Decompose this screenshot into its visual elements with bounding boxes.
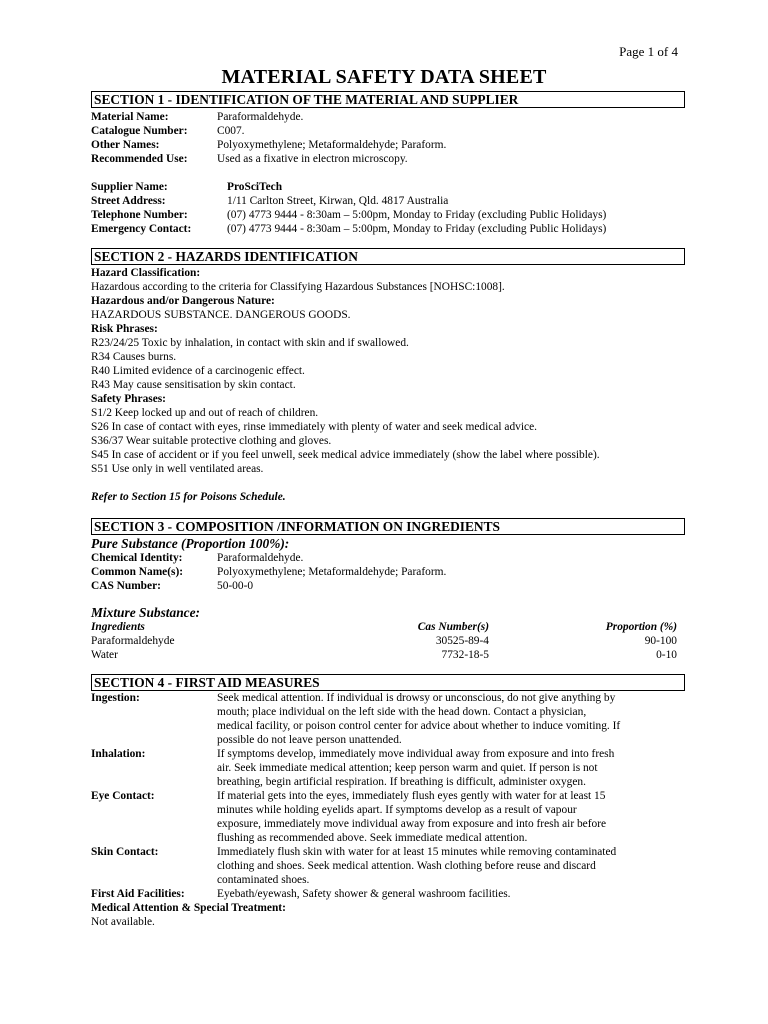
first-aid-line: exposure, immediately move individual away from exposure and into fresh air before [217, 818, 607, 830]
first-aid-line: minutes while holding eyelids apart. If symptoms develop as a result of vapour [217, 804, 577, 816]
first-aid-item [91, 887, 685, 901]
mixture-header-cas: Cas Number(s) [417, 621, 489, 633]
field-row [91, 124, 685, 138]
mixture-cell: Paraformaldehyde [91, 635, 175, 647]
risk-phrase: R43 May cause sensitisation by skin contact. [91, 379, 296, 391]
first-aid-item [91, 789, 685, 845]
mixture-table [91, 620, 685, 662]
field-row [91, 152, 685, 166]
safety-phrase: S45 In case of accident or if you feel unwell, seek medical advice immediately (show the label where possible). [91, 449, 600, 461]
field-row [91, 194, 685, 208]
field-value: Used as a fixative in electron microscopy. [217, 153, 408, 165]
first-aid-line: mouth; place individual on the left side with the head down. Contact a physician, [217, 706, 587, 718]
first-aid-line: Seek medical attention. If individual is drowsy or unconscious, do not give anything by [217, 692, 616, 704]
first-aid-item [91, 845, 685, 887]
field-value: Polyoxymethylene; Metaformaldehyde; Paraform. [217, 139, 447, 151]
field-value: Paraformaldehyde. [217, 552, 304, 564]
safety-phrase: S26 In case of contact with eyes, rinse immediately with plenty of water and seek medical advice. [91, 421, 537, 433]
pure-substance-title: Pure Substance (Proportion 100%): [91, 536, 290, 551]
field-label: Supplier Name: [91, 181, 168, 193]
first-aid-label: First Aid Facilities: [91, 888, 185, 900]
dangerous-nature-label: Hazardous and/or Dangerous Nature: [91, 295, 275, 307]
safety-phrases-label: Safety Phrases: [91, 393, 166, 405]
first-aid-line: flushing as recommended above. Seek immediate medical attention. [217, 832, 528, 844]
field-row [91, 138, 685, 152]
document-body [91, 91, 685, 929]
hazard-classification-text: Hazardous according to the criteria for Classifying Hazardous Substances [NOHSC:1008]. [91, 281, 505, 293]
field-row [91, 180, 685, 194]
page-number: Page 1 of 4 [619, 44, 678, 59]
first-aid-line: If material gets into the eyes, immediately flush eyes gently with water for at least 15 [217, 790, 606, 802]
supplier-name: ProSciTech [227, 181, 283, 193]
risk-phrase: R40 Limited evidence of a carcinogenic effect. [91, 365, 305, 377]
field-label: Chemical Identity: [91, 552, 183, 564]
field-row [91, 110, 685, 124]
mixture-substance-title: Mixture Substance: [91, 605, 201, 620]
field-label: Common Name(s): [91, 566, 184, 578]
document-title: MATERIAL SAFETY DATA SHEET [221, 66, 547, 88]
field-row [91, 565, 685, 579]
field-row [91, 551, 685, 565]
dangerous-nature-text: HAZARDOUS SUBSTANCE. DANGEROUS GOODS. [91, 309, 351, 321]
field-label: Material Name: [91, 111, 169, 123]
first-aid-label: Eye Contact: [91, 790, 155, 802]
mixture-cell: Water [91, 649, 118, 661]
section-1-heading: SECTION 1 - IDENTIFICATION OF THE MATERIAL AND SUPPLIER [91, 91, 685, 108]
first-aid-label: Ingestion: [91, 692, 140, 704]
poisons-schedule-note: Refer to Section 15 for Poisons Schedule. [91, 491, 286, 503]
first-aid-label: Skin Contact: [91, 846, 159, 858]
field-row [91, 208, 685, 222]
section-2-body [91, 266, 685, 504]
field-value: Paraformaldehyde. [217, 111, 304, 123]
field-row [91, 579, 685, 593]
field-value: 50-00-0 [217, 580, 254, 592]
mixture-cell: 30525-89-4 [435, 635, 489, 647]
safety-phrase: S1/2 Keep locked up and out of reach of children. [91, 407, 319, 419]
safety-phrase: S51 Use only in well ventilated areas. [91, 463, 264, 475]
section-3-heading: SECTION 3 - COMPOSITION /INFORMATION ON INGREDIENTS [91, 518, 685, 535]
mixture-cell: 0-10 [656, 649, 677, 661]
first-aid-line: clothing and shoes. Seek medical attention. Wash clothing before reuse and discard [217, 860, 596, 872]
field-label: Street Address: [91, 195, 166, 207]
first-aid-line: Eyebath/eyewash, Safety shower & general washroom facilities. [217, 888, 511, 900]
field-label: Recommended Use: [91, 153, 188, 165]
field-value: 1/11 Carlton Street, Kirwan, Qld. 4817 Australia [227, 195, 449, 207]
mixture-cell: 90-100 [644, 635, 677, 647]
medical-attention-text: Not available. [91, 916, 155, 928]
field-label: Emergency Contact: [91, 223, 192, 235]
risk-phrase: R34 Causes burns. [91, 351, 177, 363]
first-aid-line: Immediately flush skin with water for at least 15 minutes while removing contaminated [217, 846, 617, 858]
safety-phrase: S36/37 Wear suitable protective clothing and gloves. [91, 435, 332, 447]
first-aid-item [91, 747, 685, 789]
field-label: Telephone Number: [91, 209, 188, 221]
mixture-header-ingredients: Ingredients [91, 621, 145, 633]
risk-phrases-label: Risk Phrases: [91, 323, 158, 335]
mixture-header-proportion: Proportion (%) [605, 621, 677, 633]
field-value: (07) 4773 9444 - 8:30am – 5:00pm, Monday to Friday (excluding Public Holidays) [227, 209, 607, 221]
section-1-material [91, 110, 685, 166]
medical-attention-label: Medical Attention & Special Treatment: [91, 902, 286, 914]
section-2-heading: SECTION 2 - HAZARDS IDENTIFICATION [91, 248, 685, 265]
field-value: Polyoxymethylene; Metaformaldehyde; Paraform. [217, 566, 447, 578]
field-label: Other Names: [91, 139, 160, 151]
first-aid-line: possible do not leave person unattended. [217, 734, 402, 746]
field-value: (07) 4773 9444 - 8:30am – 5:00pm, Monday to Friday (excluding Public Holidays) [227, 223, 607, 235]
field-row [91, 222, 685, 236]
hazard-classification-label: Hazard Classification: [91, 267, 201, 279]
section-4-body [91, 691, 685, 929]
first-aid-label: Inhalation: [91, 748, 146, 760]
field-label: CAS Number: [91, 580, 161, 592]
field-value: C007. [217, 125, 245, 137]
first-aid-item [91, 691, 685, 747]
risk-phrase: R23/24/25 Toxic by inhalation, in contact with skin and if swallowed. [91, 337, 409, 349]
first-aid-line: If symptoms develop, immediately move individual away from exposure and into fresh [217, 748, 615, 760]
field-label: Catalogue Number: [91, 125, 188, 137]
section-4-heading: SECTION 4 - FIRST AID MEASURES [91, 674, 685, 691]
first-aid-line: air. Seek immediate medical attention; keep person warm and quiet. If person is not [217, 762, 598, 774]
section-1-supplier [91, 180, 685, 236]
first-aid-line: contaminated shoes. [217, 874, 310, 886]
mixture-cell: 7732-18-5 [441, 649, 489, 661]
first-aid-line: breathing, begin artificial respiration. If breathing is difficult, administer oxygen. [217, 776, 586, 788]
first-aid-line: medical facility, or poison control center for advice about whether to induce vomiting. If [217, 720, 621, 732]
